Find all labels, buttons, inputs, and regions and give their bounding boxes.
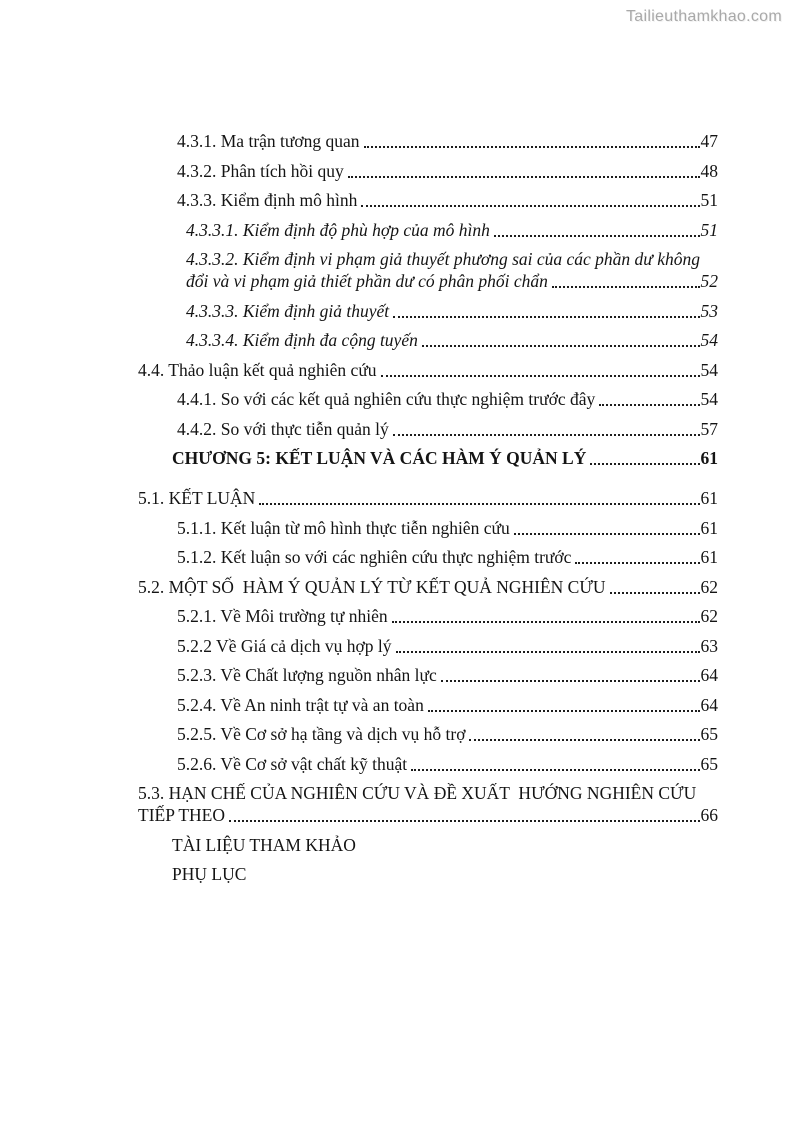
dot-leader	[552, 270, 700, 292]
toc-entry-text: 4.4.1. So với các kết quả nghiên cứu thực nghiệm trước đây	[177, 389, 596, 409]
toc-entry	[177, 189, 718, 211]
toc-entry-text: 4.3.3. Kiểm định mô hình	[177, 190, 358, 210]
dot-leader	[494, 219, 700, 241]
toc-entry	[186, 300, 718, 322]
dot-leader	[364, 130, 700, 152]
dot-leader	[428, 694, 700, 716]
toc-entry	[177, 664, 718, 686]
toc-entry-text: TÀI LIỆU THAM KHẢO	[172, 834, 356, 855]
toc-entry-text: 5.2.1. Về Môi trường tự nhiên	[177, 606, 388, 626]
toc-entry-page-number: 65	[700, 724, 718, 744]
toc-entry-text: PHỤ LỤC	[172, 864, 247, 884]
toc-entry	[172, 447, 718, 469]
dot-leader	[575, 546, 699, 568]
toc-entry-text: 4.4.2. So với thực tiễn quản lý	[177, 418, 389, 439]
toc-entry-page-number: 61	[700, 488, 718, 508]
toc-entry-text: CHƯƠNG 5: KẾT LUẬN VÀ CÁC HÀM Ý QUẢN LÝ	[172, 448, 587, 468]
dot-leader	[392, 605, 700, 627]
toc-entry-page-number: 54	[700, 330, 718, 350]
dot-leader	[411, 753, 699, 775]
toc-entry-page-number: 61	[700, 517, 718, 538]
toc-entry	[172, 863, 718, 885]
toc-entry	[177, 753, 718, 775]
toc-entry	[186, 219, 718, 241]
toc-entry-text-line1: 5.3. HẠN CHẾ CỦA NGHIÊN CỨU VÀ ĐỀ XUẤT HƯỚNG NGHIÊN CỨU	[138, 783, 697, 803]
dot-leader	[469, 723, 699, 745]
toc-entry-text: 5.2.2 Về Giá cả dịch vụ hợp lý	[177, 635, 392, 656]
toc-entry	[177, 388, 718, 410]
toc-entry-page-number: 62	[700, 576, 718, 597]
dot-leader	[590, 447, 699, 469]
toc-entry-text: TIẾP THEO	[138, 805, 226, 825]
toc-entry-text: 5.2.6. Về Cơ sở vật chất kỹ thuật	[177, 753, 408, 774]
dot-leader	[599, 388, 699, 410]
watermark: Tailieuthamkhao.com	[626, 8, 782, 25]
toc-entry-text-line1: 4.3.3.2. Kiểm định vi phạm giả thuyết phương sai của các phần dư không	[186, 249, 700, 269]
toc-entry	[177, 723, 718, 745]
toc-entry-text: đổi và vi phạm giả thiết phần dư có phân phối chẩn	[186, 271, 548, 291]
dot-leader	[393, 300, 699, 322]
toc-entry-page-number: 53	[700, 300, 718, 321]
toc-entry-page-number: 66	[700, 805, 718, 825]
toc-entry-page-number: 51	[700, 219, 718, 240]
toc-entry	[186, 248, 718, 292]
dot-leader	[381, 359, 700, 381]
dot-leader	[348, 160, 700, 182]
toc-entry-page-number: 63	[700, 635, 718, 656]
toc-entry-page-number: 48	[700, 160, 718, 181]
toc-entry	[177, 418, 718, 440]
toc-entry-text: 5.2.5. Về Cơ sở hạ tầng và dịch vụ hỗ trợ	[177, 724, 466, 744]
toc-entry-page-number: 54	[700, 389, 718, 409]
toc-entry-text: 5.1. KẾT LUẬN	[138, 488, 256, 508]
toc-entry-page-number: 64	[700, 694, 718, 715]
toc-entry	[172, 834, 718, 856]
toc-entry-text: 4.3.3.4. Kiểm định đa cộng tuyến	[186, 330, 418, 350]
toc-entry-page-number: 64	[700, 665, 718, 685]
dot-leader	[361, 189, 699, 211]
toc-entry-page-number: 61	[700, 547, 718, 567]
toc-entry-text: 5.1.2. Kết luận so với các nghiên cứu thực nghiệm trước	[177, 547, 572, 567]
toc-entry-page-number: 61	[700, 448, 718, 468]
dot-leader	[441, 664, 700, 686]
dot-leader	[514, 517, 700, 539]
toc-entry-text: 5.2. MỘT SỐ HÀM Ý QUẢN LÝ TỪ KẾT QUẢ NGHIÊN CỨU	[138, 576, 606, 597]
toc-entry-page-number: 57	[700, 418, 718, 439]
toc-entry-text: 4.3.1. Ma trận tương quan	[177, 131, 360, 151]
dot-leader	[259, 487, 699, 509]
toc-entry	[138, 359, 718, 381]
dot-leader	[422, 329, 700, 351]
dot-leader	[396, 635, 700, 657]
toc-entry	[177, 546, 718, 568]
toc-entry	[138, 576, 718, 598]
toc-entry	[177, 130, 718, 152]
toc-entry	[177, 517, 718, 539]
dot-leader	[229, 804, 699, 826]
toc-entry-page-number: 54	[700, 359, 718, 380]
toc-entry-text: 5.2.4. Về An ninh trật tự và an toàn	[177, 694, 424, 715]
toc-entry-text: 5.2.3. Về Chất lượng nguồn nhân lực	[177, 665, 437, 685]
toc-entry	[177, 635, 718, 657]
toc-entry-text: 4.3.2. Phân tích hồi quy	[177, 160, 344, 181]
toc-entry	[177, 160, 718, 182]
toc-entry-page-number: 65	[700, 753, 718, 774]
toc-entry-page-number: 52	[700, 271, 718, 291]
toc-entry-text: 4.3.3.1. Kiểm định độ phù hợp của mô hình	[186, 219, 490, 240]
toc-entry	[138, 487, 718, 509]
toc-entry	[177, 605, 718, 627]
toc-entry-page-number: 47	[700, 131, 718, 151]
toc-entry-text: 4.3.3.3. Kiểm định giả thuyết	[186, 300, 390, 321]
toc-entry-page-number: 62	[700, 606, 718, 626]
toc-entry	[186, 329, 718, 351]
toc-entry-text: 5.1.1. Kết luận từ mô hình thực tiễn nghiên cứu	[177, 517, 510, 538]
toc-entry-text: 4.4. Thảo luận kết quả nghiên cứu	[138, 359, 377, 380]
dot-leader	[610, 576, 700, 598]
dot-leader	[393, 418, 700, 440]
toc-entry	[177, 694, 718, 716]
toc-entry	[138, 782, 718, 826]
table-of-contents	[138, 130, 718, 893]
toc-entry-page-number: 51	[700, 190, 718, 210]
